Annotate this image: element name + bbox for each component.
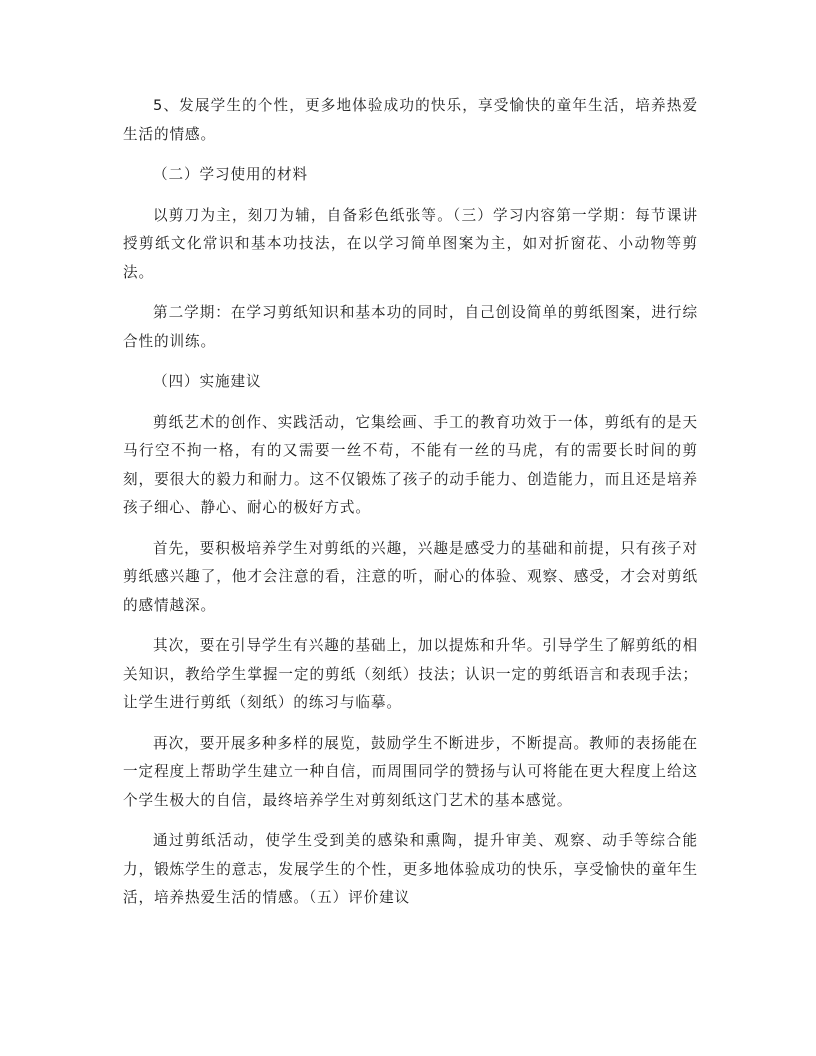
paragraph-second-guidance: 其次，要在引导学生有兴趣的基础上，加以提炼和升华。引导学生了解剪纸的相关知识，教给学生掌握一定的剪纸（刻纸）技法；认识一定的剪纸语言和表现手法；让学生进行剪纸（刻纸）的练习与临摹。 [123, 637, 698, 711]
paragraph-third-exhibition: 再次，要开展多种多样的展览，鼓励学生不断进步，不断提高。教师的表扬能在一定程度上帮助学生建立一种自信，而周围同学的赞扬与认可将能在更大程度上给这个学生极大的自信，最终培养学生对剪刻纸这门艺术的基本感觉。 [123, 734, 698, 809]
paragraph-second-semester: 第二学期：在学习剪纸知识和基本功的同时，自己创设简单的剪纸图案，进行综合性的训练。 [123, 304, 698, 350]
paragraph-goal-5: 5、发展学生的个性，更多地体验成功的快乐，享受愉快的童年生活，培养热爱生活的情感。 [123, 97, 698, 143]
paragraph-papercut-art: 剪纸艺术的创作、实践活动，它集绘画、手工的教育功效于一体，剪纸有的是天马行空不拘一格，有的又需要一丝不苟，不能有一丝的马虎，有的需要长时间的剪刻，要很大的毅力和耐力。这不仅锻炼了孩子的动手能力、创造能力，而且还是培养孩子细心、静心、耐心的极好方式。 [123, 413, 698, 516]
section-heading-suggestions: （四）实施建议 [153, 373, 262, 390]
document-body [123, 92, 698, 925]
paragraph-first-interest: 首先，要积极培养学生对剪纸的兴趣，兴趣是感受力的基础和前提，只有孩子对剪纸感兴趣了，他才会注意的看，注意的听，耐心的体验、观察、感受，才会对剪纸的感情越深。 [123, 539, 698, 614]
section-heading-materials: （二）学习使用的材料 [153, 166, 308, 183]
paragraph-summary: 通过剪纸活动，使学生受到美的感染和熏陶，提升审美、观察、动手等综合能力，锻炼学生的意志，发展学生的个性，更多地体验成功的快乐，享受愉快的童年生活，培养热爱生活的情感。（五）评价建议 [123, 832, 698, 906]
paragraph-materials-content: 以剪刀为主，刻刀为辅，自备彩色纸张等。（三）学习内容第一学期：每节课讲授剪纸文化常识和基本功技法，在以学习简单图案为主，如对折窗花、小动物等剪法。 [123, 206, 698, 281]
